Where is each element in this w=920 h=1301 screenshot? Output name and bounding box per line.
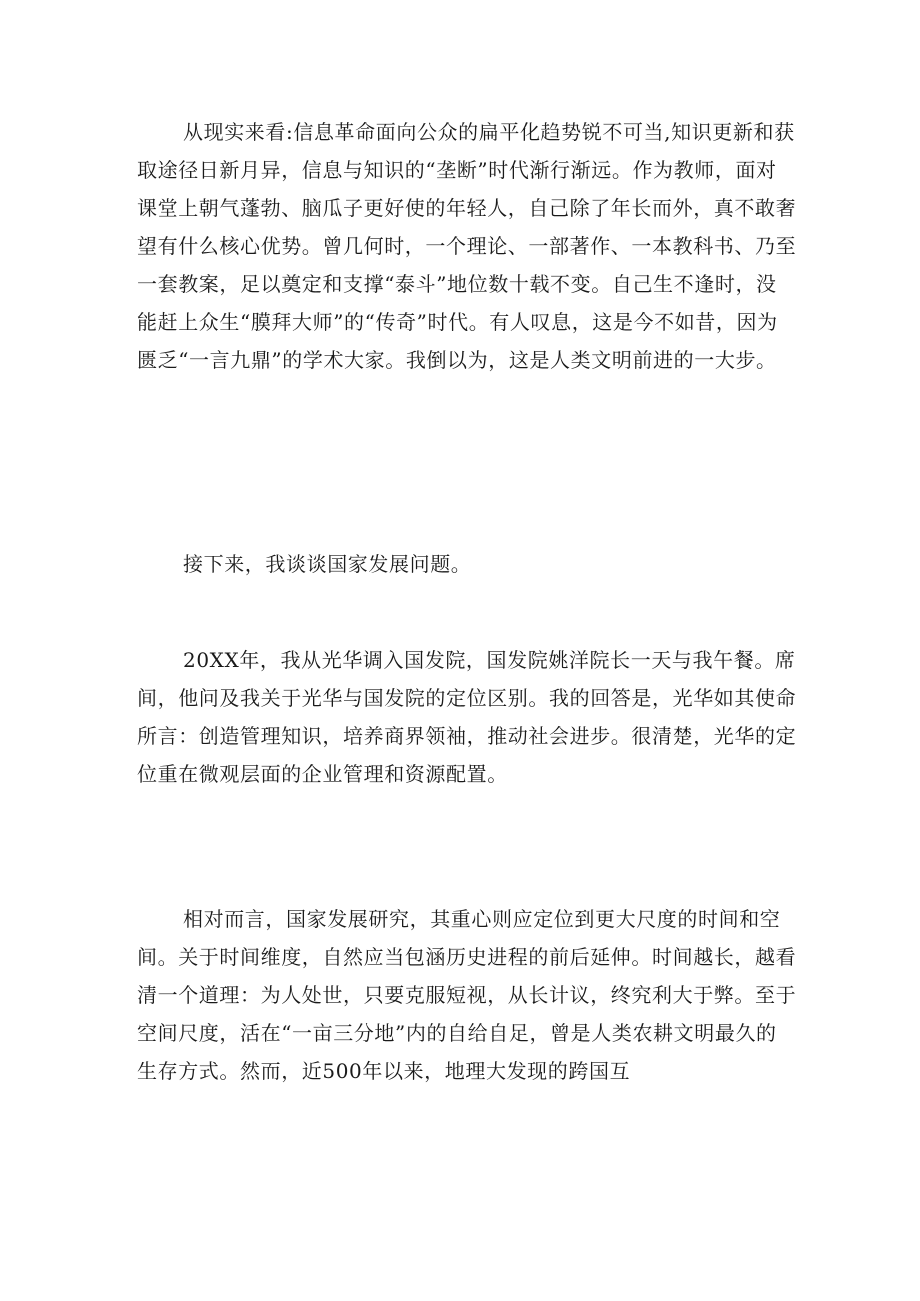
paragraph-time-and-space: 相对而言，国家发展研究，其重心则应定位到更大尺度的时间和空间。关于时间维度，自然应当包涵历史进程的前后延伸。时间越长，越看清一个道理：为人处世，只要克服短视，从长计议，终究利大于弊。至于空间尺度，活在“一亩三分地”内的自给自足，曾是人类农耕文明最久的生存方式。然而，近500年以来，地理大发现的跨国互 <box>137 907 797 1083</box>
paragraph-guanghua-vs-nsd: 20XX年，我从光华调入国发院，国发院姚洋院长一天与我午餐。席间，他问及我关于光华与国发院的定位区别。我的回答是，光华如其使命所言：创造管理知识，培养商界领袖，推动社会进步。很清楚，光华的定位重在微观层面的企业管理和资源配置。 <box>137 648 797 786</box>
paragraph-information-revolution: 从现实来看:信息革命面向公众的扁平化趋势锐不可当,知识更新和获取途径日新月异，信息与知识的“垄断”时代渐行渐远。作为教师，面对课堂上朝气蓬勃、脑瓜子更好使的年轻人，自己除了年长而外，真不敢奢望有什么核心优势。曾几何时，一个理论、一部著作、一本教科书、乃至一套教案，足以奠定和支撑“泰斗”地位数十载不变。自己生不逢时，没能赶上众生“膜拜大师”的“传奇”时代。有人叹息，这是今不如昔，因为匮乏“一言九鼎”的学术大家。我倒以为，这是人类文明前进的一大步。 <box>137 120 797 372</box>
paragraph-national-development-intro: 接下来，我谈谈国家发展问题。 <box>183 552 472 576</box>
